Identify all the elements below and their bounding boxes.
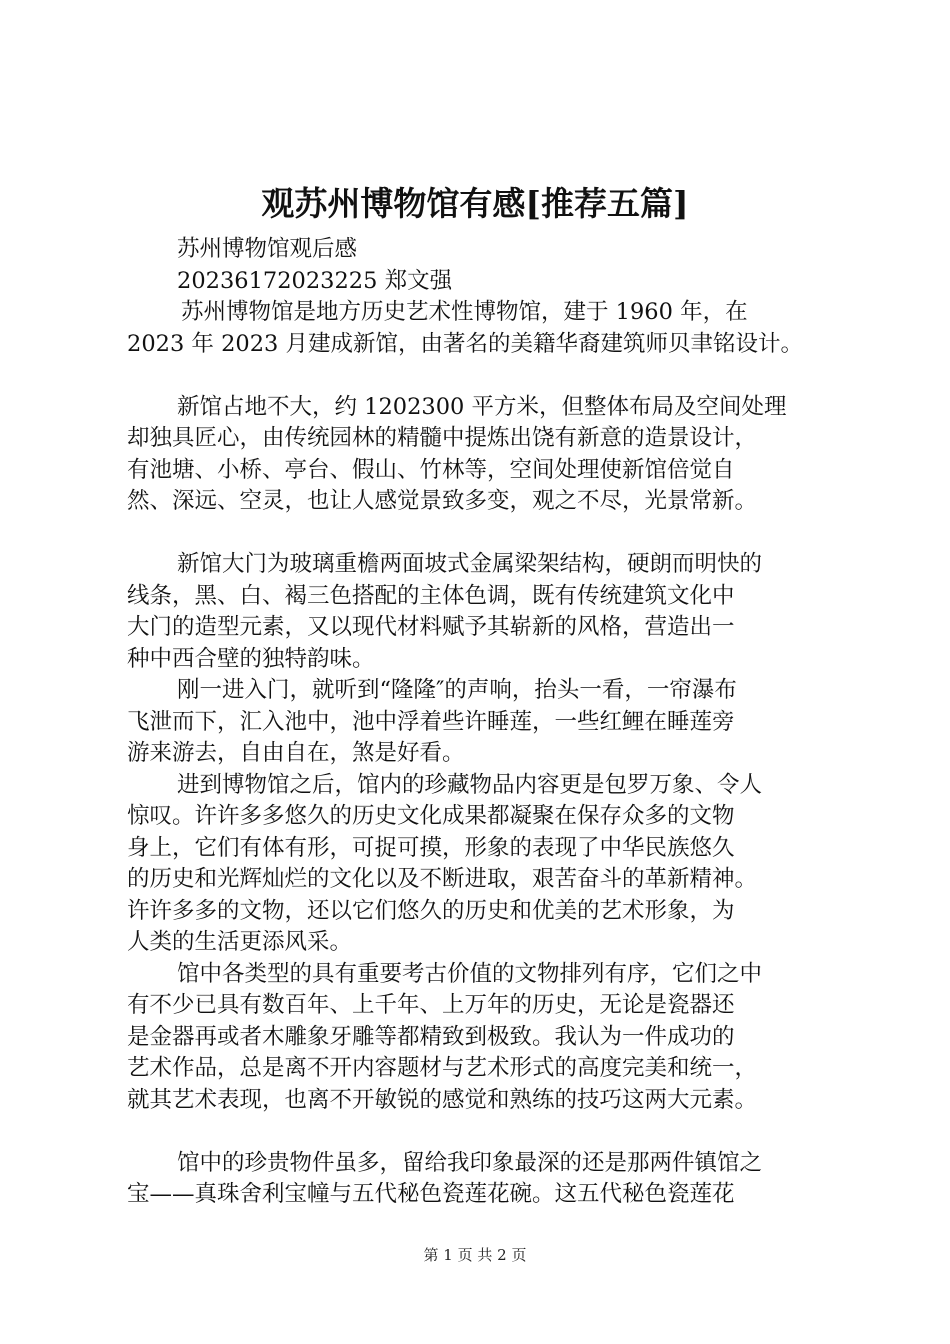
text-line: 有池塘、小桥、亭台、假山、竹林等，空间处理使新馆倍觉自: [127, 456, 735, 483]
text-line: 惊叹。许许多多悠久的历史文化成果都凝聚在保存众多的文物: [127, 803, 735, 829]
text-line: 进到博物馆之后，馆内的珍藏物品内容更是包罗万象、令人: [177, 771, 763, 798]
text-line: 许许多多的文物，还以它们悠久的历史和优美的艺术形象，为: [127, 897, 735, 924]
paragraph-5: [127, 770, 833, 959]
text-line: 艺术作品，总是离不开内容题材与艺术形式的高度完美和统一，: [127, 1055, 758, 1081]
text-line: 馆中的珍贵物件虽多，留给我印象最深的还是那两件镇馆之: [177, 1149, 763, 1176]
text-line: 身上，它们有体有形，可捉可摸，形象的表现了中华民族悠久: [127, 834, 735, 861]
paragraph-6: [127, 959, 833, 1117]
paragraph-2: [127, 392, 833, 518]
text-line: 种中西合壁的独特韵味。: [127, 645, 375, 672]
paragraph-gap: [127, 518, 833, 550]
document-title: 观苏州博物馆有感[推荐五篇]: [261, 184, 689, 223]
text-line: 是金器再或者木雕象牙雕等都精致到极致。我认为一件成功的: [127, 1023, 735, 1050]
text-line: 馆中各类型的具有重要考古价值的文物排列有序，它们之中: [177, 960, 763, 987]
paragraph-gap: [127, 1116, 833, 1148]
document-body: [127, 234, 833, 1211]
text-line: 宝——真珠舍利宝幢与五代秘色瓷莲花碗。这五代秘色瓷莲花: [127, 1181, 735, 1207]
text-line: 新馆大门为玻璃重檐两面坡式金属梁架结构，硬朗而明快的: [177, 551, 763, 577]
paragraph-4: [127, 675, 833, 770]
text-line: 大门的造型元素，又以现代材料赋予其崭新的风格，营造出一: [127, 614, 735, 640]
text-line: 有不少已具有数百年、上千年、上万年的历史，无论是瓷器还: [127, 992, 735, 1018]
paragraph-gap: [127, 360, 833, 392]
text-line: 2023 年 2023 月建成新馆，由著名的美籍华裔建筑师贝聿铭设计。: [127, 330, 803, 357]
text-line: 却独具匠心，由传统园林的精髓中提炼出饶有新意的造景设计，: [127, 425, 758, 451]
text-line: 苏州博物馆是地方历史艺术性博物馆，建于 1960 年，在: [181, 299, 748, 325]
page-footer: 第 1 页 共 2 页: [423, 1246, 527, 1264]
text-line: 然、深远、空灵，也让人感觉景致多变，观之不尽，光景常新。: [127, 488, 758, 514]
text-line: 人类的生活更添风采。: [127, 929, 353, 955]
text-line: 新馆占地不大，约 1202300 平方米，但整体布局及空间处理: [177, 393, 787, 420]
subtitle-line: 苏州博物馆观后感: [177, 236, 358, 262]
text-line: 刚一进入门，就听到“隆隆″的声响，抬头一看，一帘瀑布: [177, 677, 737, 703]
text-line: 飞泄而下，汇入池中，池中浮着些许睡莲，一些红鲤在睡莲旁: [127, 708, 735, 735]
text-line: 游来游去，自由自在，煞是好看。: [127, 740, 465, 766]
text-line: 线条，黑、白、褐三色搭配的主体色调，既有传统建筑文化中: [127, 582, 735, 609]
paragraph-1: [127, 297, 833, 360]
author-line: 20236172023225 郑文强: [177, 267, 453, 294]
paragraph-7: [127, 1148, 833, 1211]
text-line: 就其艺术表现，也离不开敏锐的感觉和熟练的技巧这两大元素。: [127, 1086, 758, 1113]
paragraph-3: [127, 549, 833, 675]
text-line: 的历史和光辉灿烂的文化以及不断进取，艰苦奋斗的革新精神。: [127, 866, 758, 892]
